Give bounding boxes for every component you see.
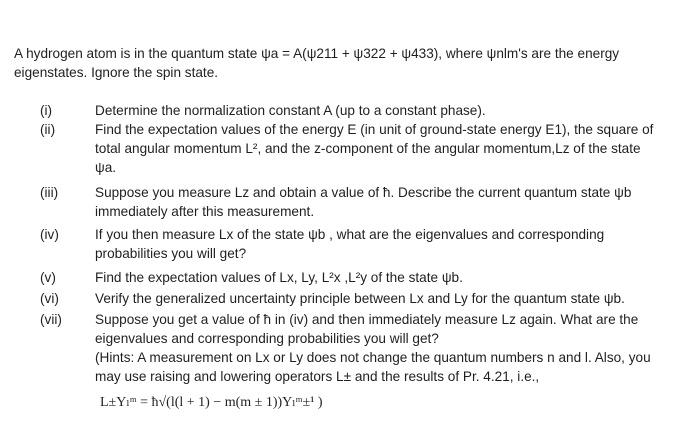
question-line: immediately after this measurement. — [95, 204, 315, 219]
question-text — [95, 101, 685, 120]
intro-line-2: eigenstates. Ignore the spin state. — [14, 65, 219, 80]
question-line: Verify the generalized uncertainty principle between Lx and Ly for the quantum state ψb. — [95, 291, 625, 306]
question-text — [95, 120, 685, 177]
question-number: (i) — [40, 103, 53, 118]
intro-line-1: A hydrogen atom is in the quantum state ψa = A(ψ211 + ψ322 + ψ433), where ψnlm's are the energy — [14, 46, 620, 61]
question-text — [95, 268, 685, 287]
question-line: If you then measure Lx of the state ψb , what are the eigenvalues and corresponding — [95, 227, 605, 242]
question-number: (iv) — [40, 227, 59, 242]
question-line: Find the expectation values of the energy E (in unit of ground-state energy E1), the square of — [95, 122, 654, 137]
question-line: Determine the normalization constant A (up to a constant phase). — [95, 103, 486, 118]
question-line: Find the expectation values of Lx, Ly, L²x ,L²y of the state ψb. — [95, 270, 463, 285]
question-number: (v) — [40, 270, 56, 285]
question-number: (vii) — [40, 312, 62, 327]
question-number: (vi) — [40, 291, 59, 306]
question-line: total angular momentum L², and the z-component of the angular momentum,Lz of the state — [95, 141, 641, 156]
question-number: (iii) — [40, 185, 59, 200]
question-line: (Hints: A measurement on Lx or Ly does not change the quantum numbers n and l. Also, you — [95, 350, 651, 365]
question-line: eigenvalues and corresponding probabilities you will get? — [95, 331, 439, 346]
question-line: Suppose you get a value of ħ in (iv) and then immediately measure Lz again. What are the — [95, 312, 639, 327]
question-text — [95, 225, 685, 263]
question-line: may use raising and lowering operators L± and the results of Pr. 4.21, i.e., — [95, 369, 540, 384]
question-text — [95, 183, 685, 221]
question-text — [95, 289, 685, 308]
question-line: ψa. — [95, 160, 117, 175]
question-text — [95, 310, 685, 386]
question-number: (ii) — [40, 122, 56, 137]
question-line: probabilities you will get? — [95, 246, 247, 261]
question-line: Suppose you measure Lz and obtain a value of ħ. Describe the current quantum state ψb — [95, 185, 632, 200]
ladder-operator-formula: L±Yₗᵐ = ħ√(l(l + 1) − m(m ± 1))Yₗᵐ±¹ ) — [100, 395, 323, 410]
